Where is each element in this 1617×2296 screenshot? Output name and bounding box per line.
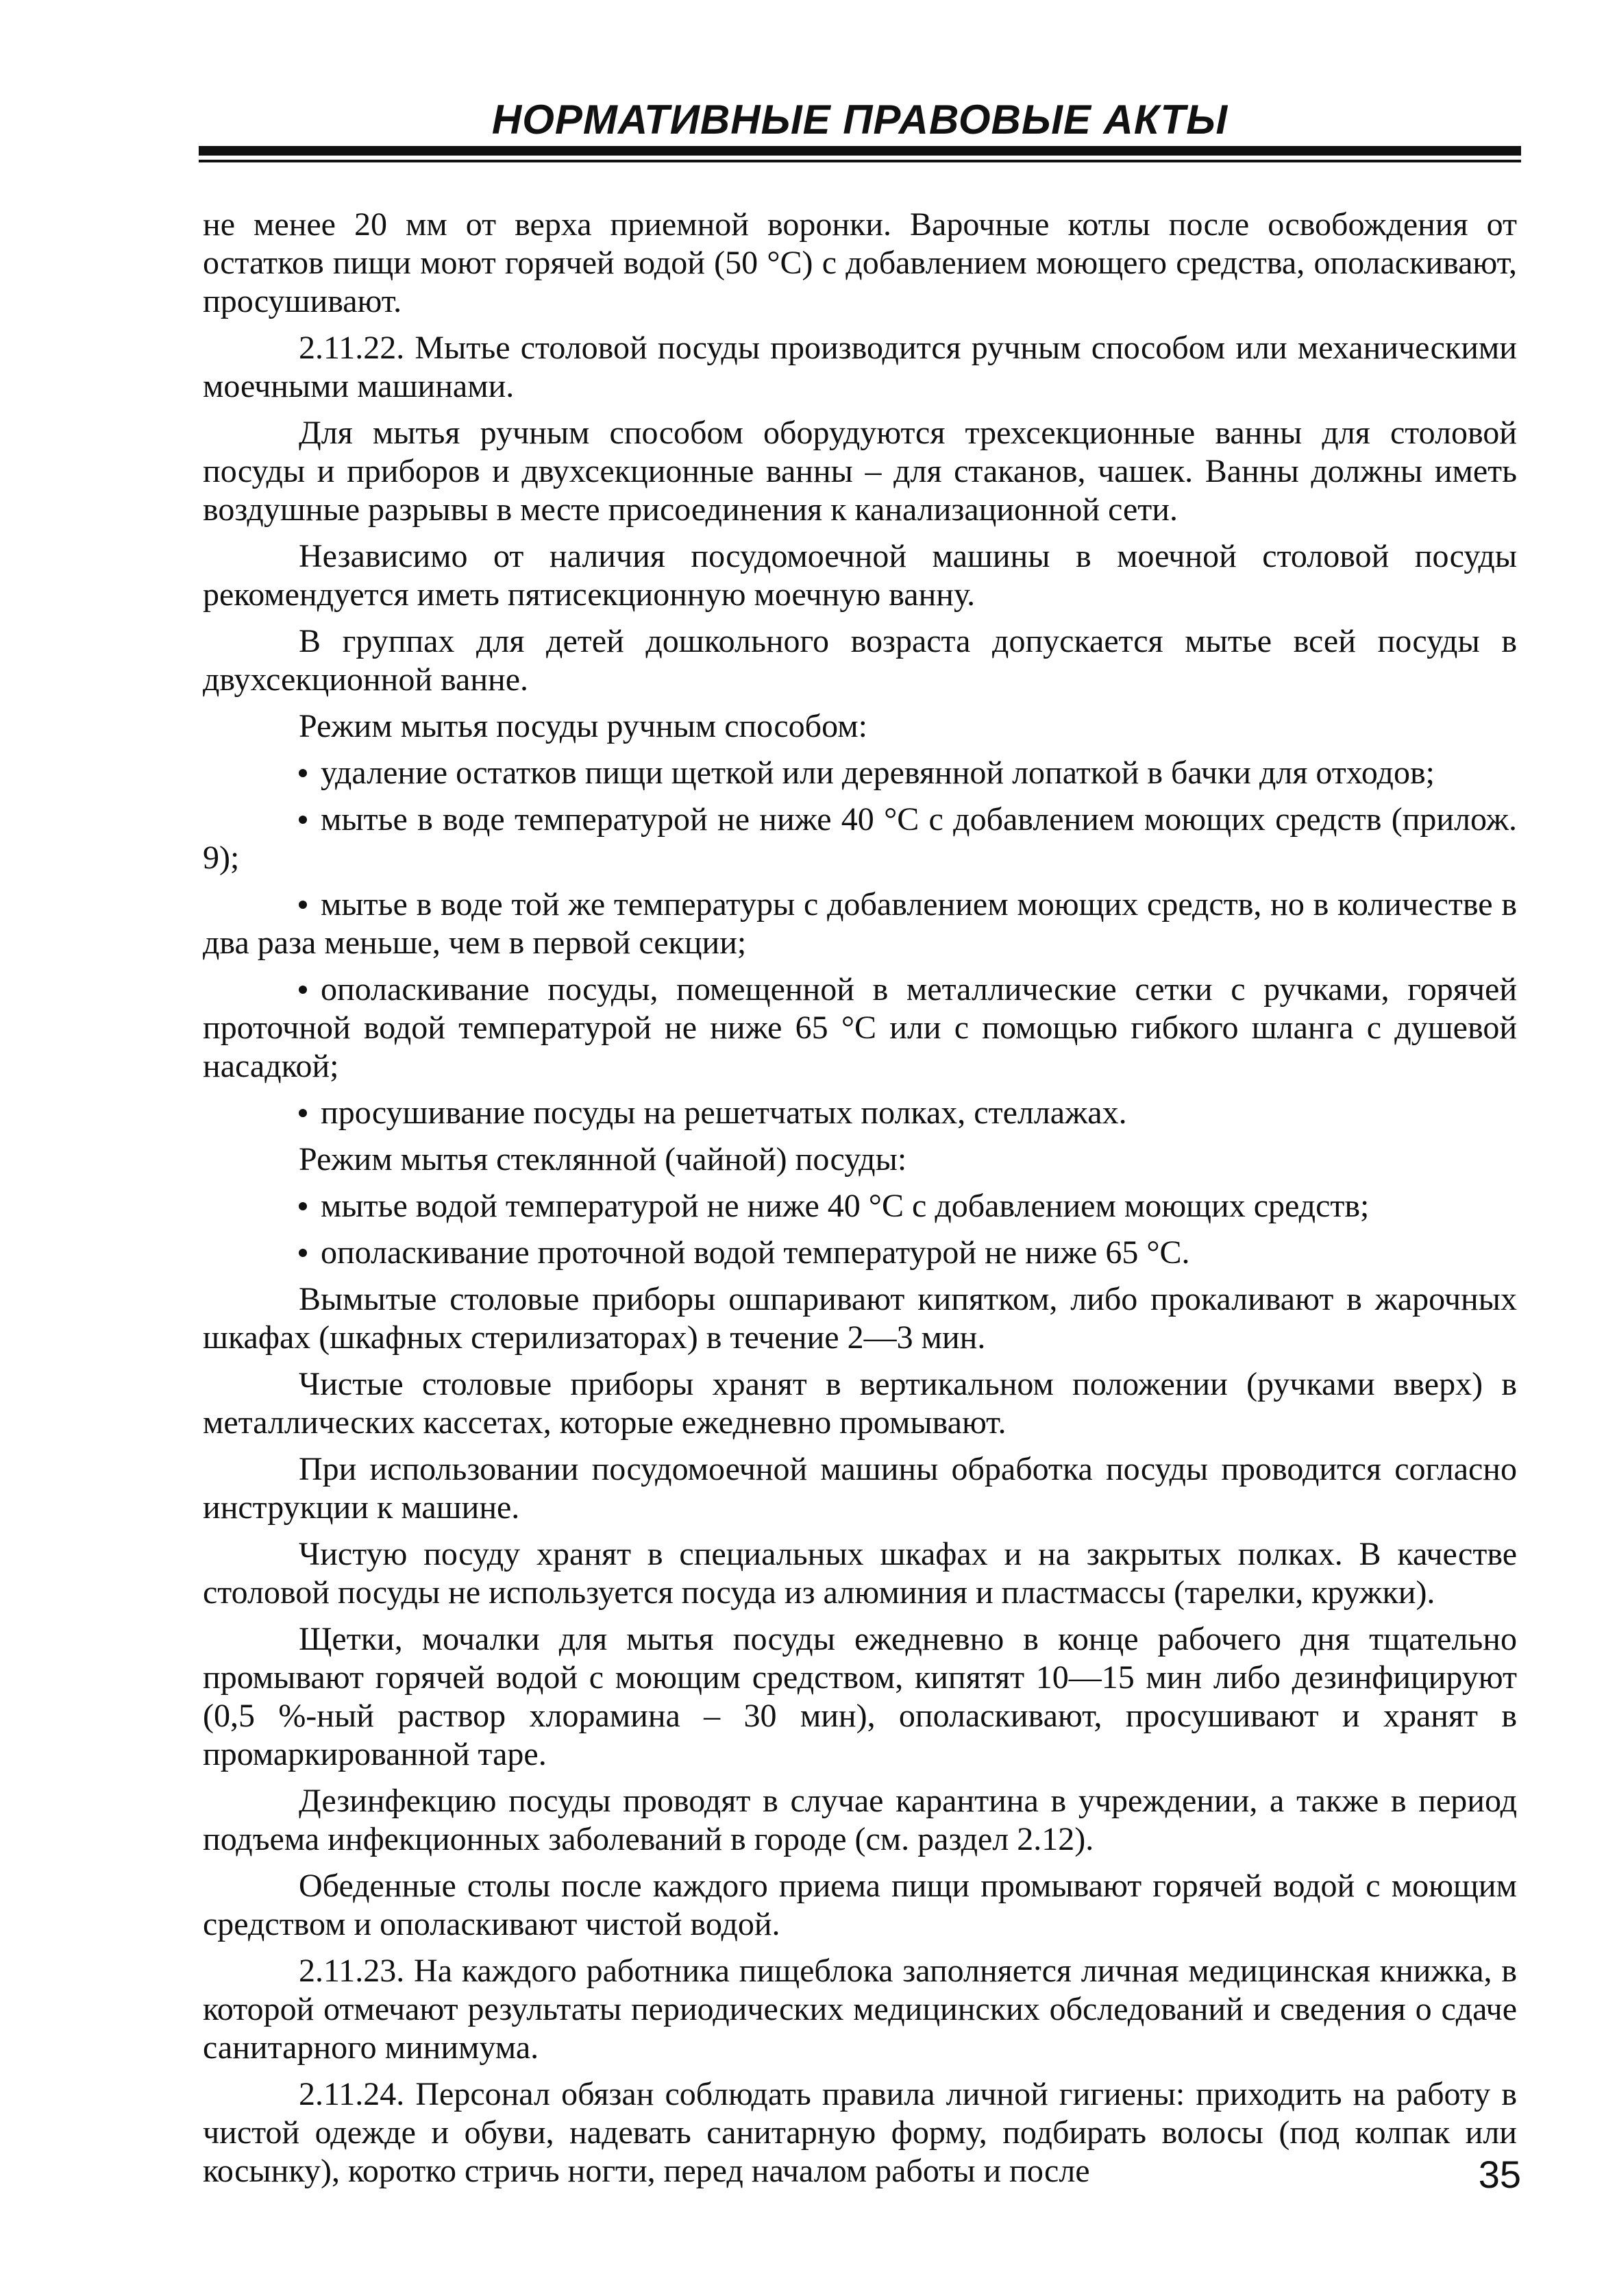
- bullet-icon: [299, 1109, 307, 1117]
- bullet-icon: [299, 1249, 307, 1257]
- paragraph: Чистые столовые приборы хранят в вертикальном положении (ручками вверх) в металлических кассетах, которые ежедневно промывают.: [203, 1366, 1517, 1441]
- bullet-text: мытье в воде температурой не ниже 40 °С с добавлением моющих средств (прилож. 9);: [203, 801, 1517, 876]
- paragraph: В группах для детей дошкольного возраста допускается мытье всей посуды в двухсекционной ванне.: [203, 623, 1517, 698]
- paragraph: Независимо от наличия посудомоечной машины в моечной столовой посуды рекомендуется иметь пятисекционную моечную ванну.: [203, 538, 1517, 613]
- body-text: [203, 206, 1517, 2199]
- bullet-icon: [299, 986, 307, 994]
- bullet-icon: [299, 1202, 307, 1210]
- paragraph: При использовании посудомоечной машины обработка посуды проводится согласно инструкции к машине.: [203, 1451, 1517, 1526]
- paragraph: Чистую посуду хранят в специальных шкафах и на закрытых полках. В качестве столовой посуды не используется посуда из алюминия и пластмассы (тарелки, кружки).: [203, 1536, 1517, 1611]
- bullet-item: [203, 754, 1517, 792]
- paragraph: Дезинфекцию посуды проводят в случае карантина в учреждении, а также в период подъема инфекционных заболеваний в городе (см. раздел 2.12).: [203, 1783, 1517, 1857]
- bullet-item: [203, 970, 1517, 1086]
- paragraph: 2.11.22. Мытье столовой посуды производится ручным способом или механическими моечными машинами.: [203, 330, 1517, 404]
- paragraph: Режим мытья стеклянной (чайной) посуды:: [299, 1141, 907, 1177]
- bullet-text: удаление остатков пищи щеткой или деревянной лопаткой в бачки для отходов;: [321, 755, 1435, 791]
- bullet-item: [203, 1187, 1517, 1225]
- bullet-text: мытье в воде той же температуры с добавлением моющих средств, но в количестве в два раза меньше, чем в первой секции;: [203, 886, 1517, 961]
- page-number: 35: [1478, 2153, 1521, 2196]
- bullet-item: [203, 801, 1517, 877]
- bullet-icon: [299, 816, 307, 824]
- bullet-text: ополаскивание посуды, помещенной в металлические сетки с ручками, горячей проточной водой температурой не ниже 65 °С или с помощью гибкого шланга с душевой насадкой;: [203, 971, 1517, 1084]
- paragraph: Вымытые столовые приборы ошпаривают кипятком, либо прокаливают в жарочных шкафах (шкафных стерилизаторах) в течение 2—3 мин.: [203, 1281, 1517, 1356]
- header-rule-thin: [199, 160, 1521, 162]
- paragraph: не менее 20 мм от верха приемной воронки. Варочные котлы после освобождения от остатков пищи моют горячей водой (50 °С) с добавлением моющего средства, ополаскивают, просушивают.: [203, 206, 1517, 319]
- bullet-text: мытье водой температурой не ниже 40 °С с добавлением моющих средств;: [321, 1188, 1370, 1224]
- bullet-icon: [299, 901, 307, 909]
- bullet-text: просушивание посуды на решетчатых полках, стеллажах.: [321, 1095, 1127, 1131]
- bullet-text: ополаскивание проточной водой температурой не ниже 65 °С.: [321, 1234, 1190, 1271]
- running-header: НОРМАТИВНЫЕ ПРАВОВЫЕ АКТЫ: [491, 97, 1229, 143]
- paragraph: Обеденные столы после каждого приема пищи промывают горячей водой с моющим средством и ополаскивают чистой водой.: [203, 1868, 1517, 1942]
- bullet-item: [203, 1094, 1517, 1132]
- paragraph: 2.11.24. Персонал обязан соблюдать правила личной гигиены: приходить на работу в чистой одежде и обуви, надевать санитарную форму, подбирать волосы (под колпак или косынку), коротко стричь ногти, перед началом работы и после: [203, 2076, 1517, 2189]
- paragraph: Режим мытья посуды ручным способом:: [299, 708, 867, 744]
- paragraph: Для мытья ручным способом оборудуются трехсекционные ванны для столовой посуды и приборов и двухсекционные ванны – для стаканов, чашек. Ванны должны иметь воздушные разрывы в месте присоединения к канализационной сети.: [203, 415, 1517, 528]
- bullet-icon: [299, 769, 307, 777]
- bullet-item: [203, 1234, 1517, 1272]
- bullet-item: [203, 886, 1517, 962]
- paragraph: Щетки, мочалки для мытья посуды ежедневно в конце рабочего дня тщательно промывают горячей водой с моющим средством, кипятят 10—15 мин либо дезинфицируют (0,5 %-ный раствор хлорамина – 30 мин), ополаскивают, просушивают и хранят в промаркированной таре.: [203, 1621, 1517, 1772]
- paragraph: 2.11.23. На каждого работника пищеблока заполняется личная медицинская книжка, в которой отмечают результаты периодических медицинских обследований и сведения о сдаче санитарного минимума.: [203, 1953, 1517, 2066]
- header-rule-thick: [199, 146, 1521, 156]
